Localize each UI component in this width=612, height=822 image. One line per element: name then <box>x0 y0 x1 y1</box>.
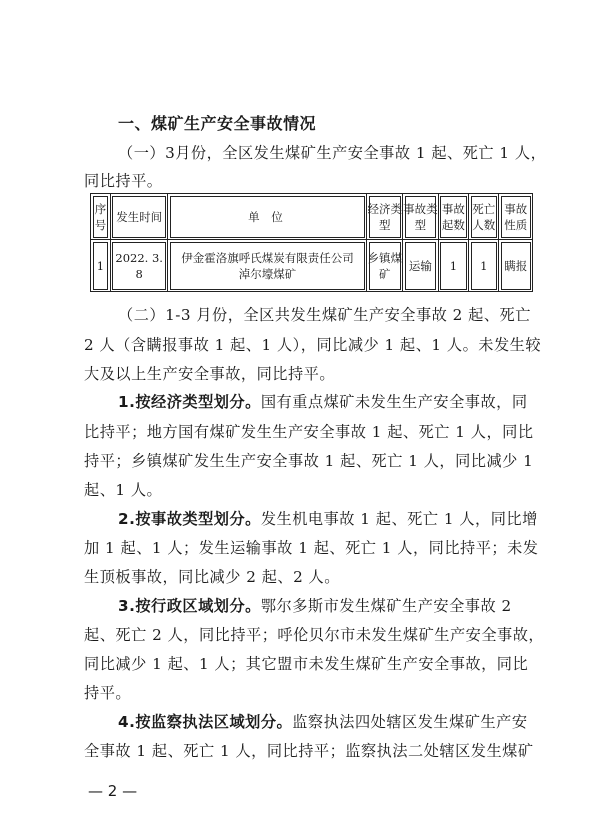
paragraph-line: 比持平；地方国有煤矿发生生产安全事故 1 起、死亡 1 人，同比 <box>84 423 534 441</box>
paragraph-line: 2 人（含瞒报事故 1 起、1 人），同比减少 1 起、1 人。未发生较 <box>84 336 542 354</box>
subsection-title: 2.按事故类型划分。 <box>118 510 261 528</box>
cell-accident-type: 运输 <box>403 240 439 292</box>
subsection-title: 3.按行政区域划分。 <box>118 597 261 615</box>
paragraph-line <box>118 391 588 413</box>
paragraph-line <box>118 711 588 733</box>
subsection-text: 鄂尔多斯市发生煤矿生产安全事故 2 <box>260 597 512 615</box>
paragraph-line: 大及以上生产安全事故，同比持平。 <box>84 365 335 383</box>
paragraph-line: （二）1-3 月份，全区共发生煤矿生产安全事故 2 起、死亡 <box>118 306 531 324</box>
page-number: — 2 — <box>88 782 138 800</box>
subsection-text: 发生机电事故 1 起、死亡 1 人，同比增 <box>260 510 538 528</box>
subsection-title: 1.按经济类型划分。 <box>118 393 261 411</box>
header-accident-nature: 事故性质 <box>499 194 533 240</box>
subsection-title: 4.按监察执法区域划分。 <box>118 713 293 731</box>
paragraph-line: 起、死亡 2 人，同比持平；呼伦贝尔市未发生煤矿生产安全事故， <box>84 626 545 644</box>
header-death-count: 死亡人数 <box>469 194 499 240</box>
unit-line-1: 伊金霍洛旗呼氏煤炭有限责任公司 <box>181 250 354 265</box>
cell-time: 2022. 3. 8 <box>110 240 168 292</box>
cell-seq: 1 <box>91 240 111 292</box>
cell-econ-type: 乡镇煤矿 <box>367 240 403 292</box>
paragraph-line <box>118 595 588 617</box>
table-row <box>91 240 533 292</box>
paragraph-line: 同比减少 1 起、1 人；其它盟市未发生煤矿生产安全事故，同比 <box>84 655 529 673</box>
paragraph-line: 持平；乡镇煤矿发生生产安全事故 1 起、死亡 1 人，同比减少 1 <box>84 452 534 470</box>
subsection-text: 监察执法四处辖区发生煤矿生产安 <box>292 713 528 731</box>
accident-table <box>90 193 533 292</box>
paragraph-line: 持平。 <box>84 684 132 702</box>
paragraph-line: 起、1 人。 <box>84 481 163 499</box>
paragraph-line: 生顶板事故，同比减少 2 起、2 人。 <box>84 568 340 586</box>
header-time: 发生时间 <box>110 194 168 240</box>
header-unit: 单 位 <box>168 194 367 240</box>
unit-line-2: 淖尔壕煤矿 <box>238 266 297 281</box>
cell-accident-count: 1 <box>438 240 468 292</box>
header-seq: 序号 <box>91 194 111 240</box>
subsection-text: 国有重点煤矿未发生生产安全事故，同 <box>260 393 528 411</box>
cell-unit <box>168 240 367 292</box>
paragraph-line: 加 1 起、1 人；发生运输事故 1 起、死亡 1 人，同比持平；未发 <box>84 539 539 557</box>
paragraph-line: 全事故 1 起、死亡 1 人，同比持平；监察执法二处辖区发生煤矿 <box>84 742 534 760</box>
cell-death-count: 1 <box>469 240 499 292</box>
paragraph-line: 同比持平。 <box>84 172 163 190</box>
table-header-row <box>91 194 533 240</box>
paragraph-line: （一）3月份，全区发生煤矿生产安全事故 1 起、死亡 1 人， <box>118 144 547 162</box>
cell-accident-nature: 瞒报 <box>499 240 533 292</box>
header-accident-type: 事故类型 <box>403 194 439 240</box>
paragraph-line <box>118 508 588 530</box>
header-econ-type: 经济类型 <box>367 194 403 240</box>
header-accident-count: 事故起数 <box>438 194 468 240</box>
section-heading: 一、煤矿生产安全事故情况 <box>118 114 317 133</box>
